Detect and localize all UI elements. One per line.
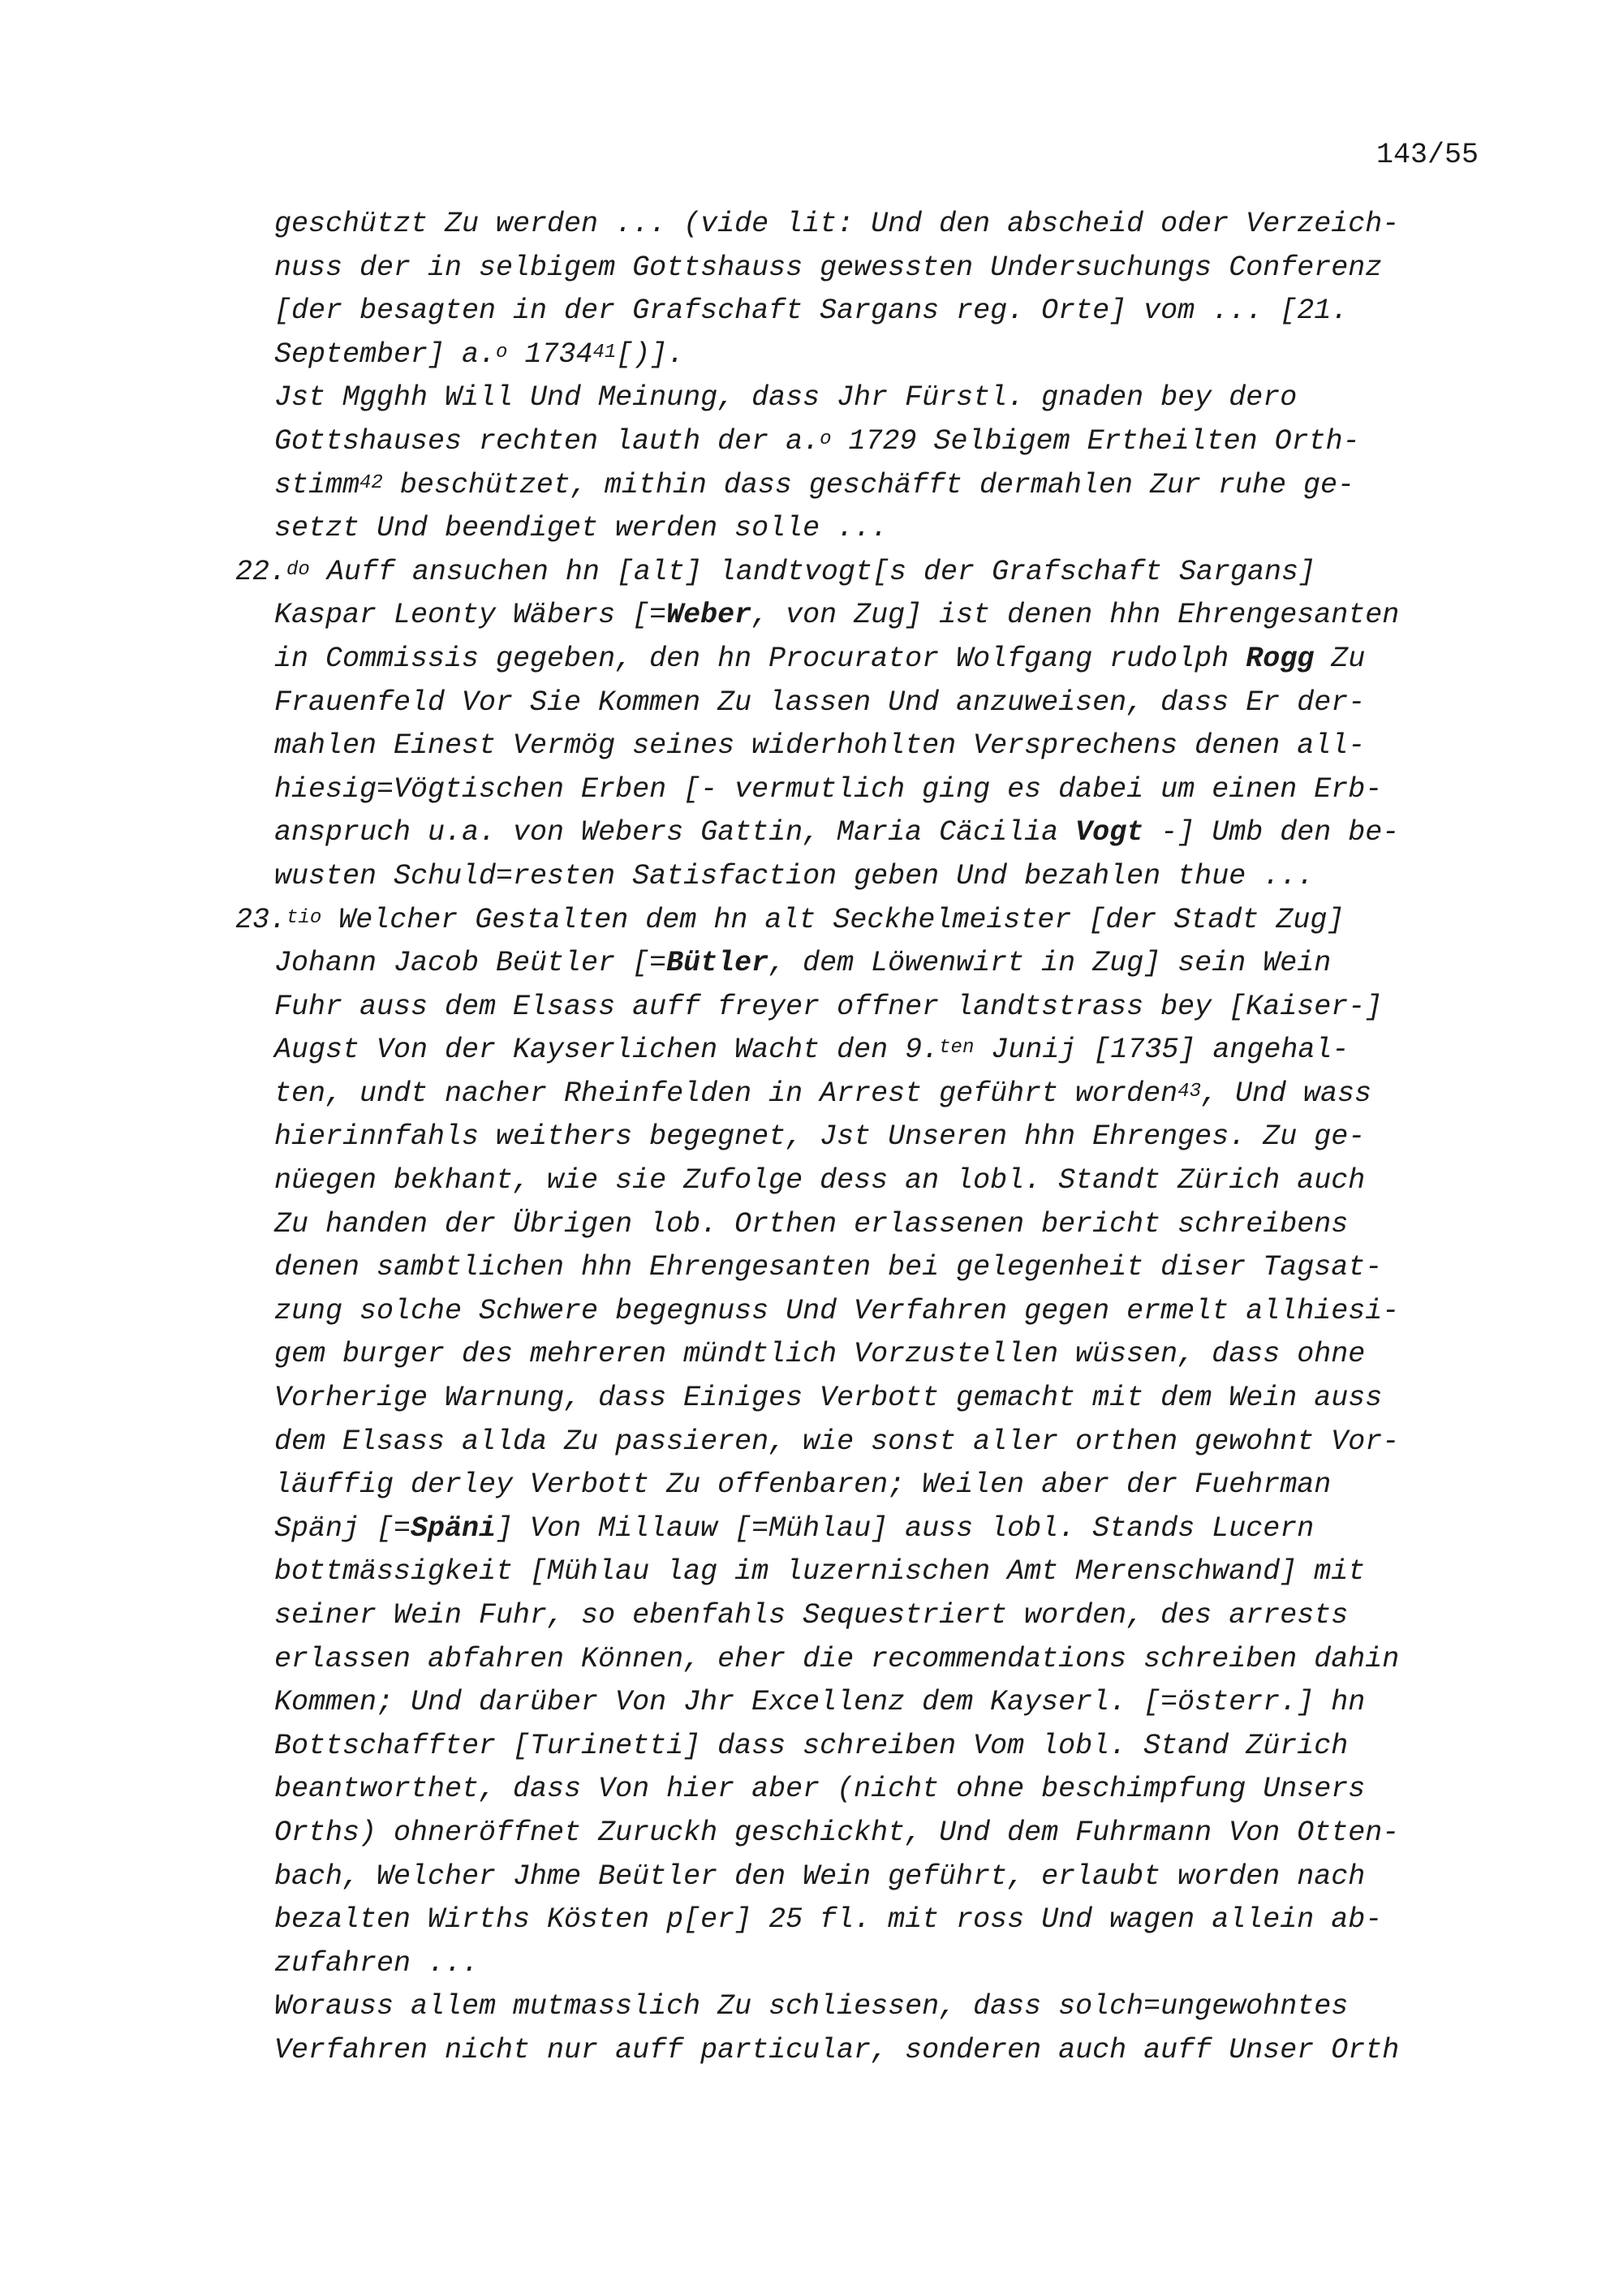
text-segment: bottmässigkeit [Mühlau lag im luzernischen Amt Merenschwand] mit — [274, 1555, 1366, 1589]
text-segment: Zu handen der Übrigen lob. Orthen erlassenen bericht schreibens — [274, 1207, 1349, 1240]
text-segment: Kaspar Leonty Wäbers [= — [274, 599, 667, 632]
text-segment: -] Umb den be- — [1143, 816, 1400, 849]
text-segment: in Commissis gegeben, den hn Procurator Wolfgang rudolph — [274, 642, 1246, 675]
text-line — [274, 1725, 1492, 1769]
text-line — [274, 1116, 1492, 1159]
text-line — [274, 1638, 1492, 1682]
text-segment: beschützet, mithin dass geschäfft dermahlen Zur ruhe ge- — [382, 468, 1355, 501]
text-line — [274, 1246, 1492, 1290]
text-segment: zufahren ... — [274, 1946, 480, 1980]
text-line — [274, 1159, 1492, 1203]
text-segment: [der besagten in der Grafschaft Sargans reg. Orte] vom ... [21. — [274, 295, 1349, 328]
text-line — [274, 1898, 1492, 1942]
text-line — [274, 1594, 1492, 1638]
text-segment: nuss der in selbigem Gottshauss gewessten Undersuchungs Conferenz — [274, 251, 1383, 284]
superscript: do — [286, 558, 310, 581]
superscript: o — [496, 341, 508, 363]
text-segment: Vorherige Warnung, dass Einiges Verbott gemacht mit dem Wein auss — [274, 1382, 1383, 1415]
text-line — [274, 811, 1492, 855]
text-line — [274, 1029, 1492, 1073]
text-line — [274, 1073, 1492, 1116]
text-line — [235, 899, 1492, 943]
text-segment: Kommen; Und darüber Von Jhr Excellenz dem Kayserl. [=österr.] hn — [274, 1686, 1366, 1719]
text-segment: stimm — [274, 468, 360, 501]
text-segment: anspruch u.a. von Webers Gattin, Maria Cäcilia — [274, 816, 1076, 849]
text-line — [274, 1985, 1492, 2029]
text-segment: dem Elsass allda Zu passieren, wie sonst aller orthen gewohnt Vor- — [274, 1425, 1400, 1458]
text-segment: ten, undt nacher Rheinfelden in Arrest geführt worden — [274, 1077, 1178, 1110]
text-segment: Orths) ohneröffnet Zuruckh geschickht, Und dem Fuhrmann Von Otten- — [274, 1816, 1400, 1849]
text-segment: , dem Löwenwirt in Zug] sein Wein — [768, 947, 1332, 980]
text-segment: 22. — [235, 555, 287, 588]
text-segment: hierinnfahls weithers begegnet, Jst Unseren hhn Ehrenges. Zu ge- — [274, 1120, 1366, 1154]
superscript: 41 — [592, 341, 617, 363]
text-line — [274, 464, 1492, 508]
bold-name: Rogg — [1246, 642, 1315, 675]
text-segment: 1734 — [507, 338, 593, 371]
text-segment: , Und wass — [1201, 1077, 1372, 1110]
text-line — [235, 551, 1492, 595]
text-line — [274, 724, 1492, 768]
text-line — [274, 768, 1492, 812]
text-line — [274, 1464, 1492, 1507]
text-line — [274, 290, 1492, 333]
text-segment: mahlen Einest Vermög seines widerhohlten Versprechens denen all- — [274, 729, 1366, 763]
bold-name: Bütler — [666, 947, 769, 980]
text-line — [274, 1942, 1492, 1986]
text-segment: gem burger des mehreren mündtlich Vorzustellen wüssen, dass ohne — [274, 1338, 1366, 1371]
text-segment: geschützt Zu werden ... (vide lit: Und den abscheid oder Verzeich- — [274, 208, 1400, 240]
superscript: o — [820, 428, 832, 450]
text-line — [274, 1812, 1492, 1855]
page-number: 143/55 — [1375, 139, 1479, 171]
text-segment: wusten Schuld=resten Satisfaction geben Und bezahlen thue ... — [274, 859, 1315, 892]
text-line — [274, 1421, 1492, 1464]
text-line — [274, 1550, 1492, 1594]
text-line — [274, 681, 1492, 725]
text-segment: Verfahren nicht nur auff particular, sonderen auch auff Unser Orth — [274, 2033, 1400, 2066]
text-segment: Zu — [1314, 642, 1366, 675]
text-line — [274, 420, 1492, 464]
text-line — [274, 986, 1492, 1030]
text-segment: , von Zug] ist denen hhn Ehrengesanten — [751, 599, 1400, 632]
text-line — [274, 1768, 1492, 1812]
superscript: ten — [939, 1037, 975, 1060]
text-segment: [)]. — [616, 338, 685, 371]
text-segment: Johann Jacob Beütler [= — [274, 947, 667, 980]
text-line — [274, 638, 1492, 681]
text-segment: läuffig derley Verbott Zu offenbaren; Weilen aber der Fuehrman — [274, 1468, 1332, 1502]
text-line — [274, 1290, 1492, 1334]
text-segment: Gottshauses rechten lauth der a. — [274, 424, 820, 458]
text-line — [274, 1333, 1492, 1377]
text-segment: Worauss allem mutmasslich Zu schliessen, dass solch=ungewohntes — [274, 1990, 1349, 2023]
text-segment: erlassen abfahren Können, eher die recommendations schreiben dahin — [274, 1642, 1400, 1675]
text-segment: beantworthet, dass Von hier aber (nicht ohne beschimpfung Unsers — [274, 1773, 1366, 1806]
text-segment: denen sambtlichen hhn Ehrengesanten bei gelegenheit diser Tagsat- — [274, 1251, 1383, 1284]
bold-name: Vogt — [1075, 816, 1144, 849]
text-segment: Jst Mgghh Will Und Meinung, dass Jhr Fürstl. gnaden bey dero — [274, 381, 1298, 415]
text-line — [274, 333, 1492, 377]
bold-name: Späni — [411, 1511, 497, 1545]
text-segment: zung solche Schwere begegnuss Und Verfahren gegen ermelt allhiesi- — [274, 1294, 1400, 1327]
text-segment: hiesig=Vögtischen Erben [- vermutlich ging es dabei um einen Erb- — [274, 772, 1383, 806]
superscript: 42 — [359, 471, 383, 494]
text-segment: 1729 Selbigem Ertheilten Orth- — [831, 424, 1360, 458]
text-segment: nüegen bekhant, wie sie Zufolge dess an lobl. Standt Zürich auch — [274, 1164, 1366, 1197]
text-segment: September] a. — [274, 338, 497, 371]
text-line — [274, 507, 1492, 551]
text-segment: Welcher Gestalten dem hn alt Seckhelmeister [der Stadt Zug] — [321, 903, 1345, 936]
text-segment: 23. — [235, 903, 287, 936]
text-line — [274, 247, 1492, 290]
text-segment: Fuhr auss dem Elsass auff freyer offner landtstrass bey [Kaiser-] — [274, 990, 1383, 1023]
text-segment: bach, Welcher Jhme Beütler den Wein geführt, erlaubt worden nach — [274, 1860, 1366, 1893]
document-body — [235, 203, 1492, 2073]
text-line — [274, 1377, 1492, 1421]
text-segment: ] Von Millauw [=Mühlau] auss lobl. Stands Lucern — [496, 1511, 1315, 1545]
text-segment: seiner Wein Fuhr, so ebenfahls Sequestriert worden, des arrests — [274, 1599, 1349, 1632]
text-segment: setzt Und beendiget werden solle ... — [274, 512, 889, 545]
text-segment: Frauenfeld Vor Sie Kommen Zu lassen Und anzuweisen, dass Er der- — [274, 686, 1366, 719]
text-line — [274, 376, 1492, 420]
text-segment: Augst Von der Kayserlichen Wacht den 9. — [274, 1034, 940, 1067]
text-segment: Spänj [= — [274, 1511, 411, 1545]
superscript: 43 — [1177, 1080, 1201, 1103]
text-line — [274, 1681, 1492, 1725]
text-segment: Auff ansuchen hn [alt] landtvogt[s der Grafschaft Sargans] — [309, 555, 1316, 588]
text-line — [274, 942, 1492, 986]
text-line — [274, 1203, 1492, 1247]
text-line — [274, 1507, 1492, 1551]
text-line — [274, 2029, 1492, 2073]
text-segment: bezalten Wirths Kösten p[er] 25 fl. mit ross Und wagen allein ab- — [274, 1903, 1383, 1937]
bold-name: Weber — [666, 599, 752, 632]
superscript: tio — [286, 906, 322, 929]
text-line — [274, 594, 1492, 638]
text-line — [274, 1855, 1492, 1899]
text-line — [274, 203, 1492, 247]
text-segment: Junij [1735] angehal- — [974, 1034, 1350, 1067]
text-segment: Bottschaffter [Turinetti] dass schreiben Vom lobl. Stand Zürich — [274, 1729, 1349, 1762]
text-line — [274, 855, 1492, 899]
